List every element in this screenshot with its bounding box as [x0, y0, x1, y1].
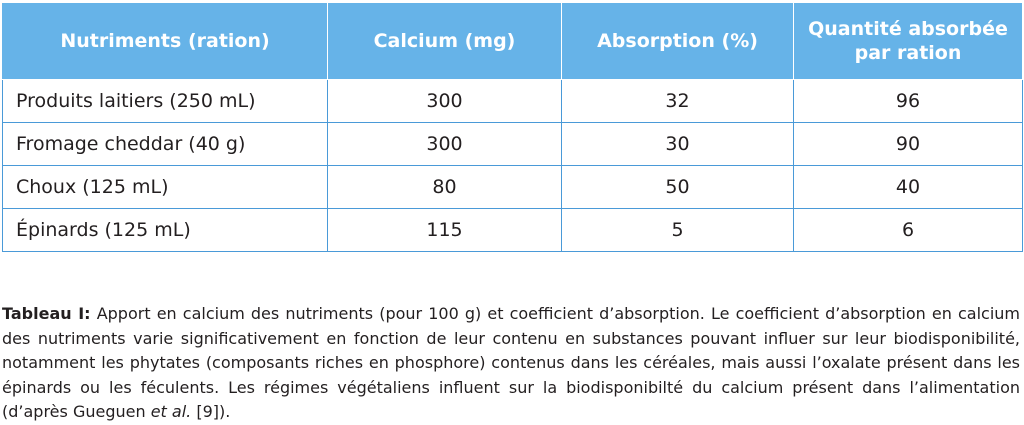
absorption-cell: 30	[562, 123, 794, 166]
header-cell: Nutriments (ration)	[3, 3, 328, 80]
absorbed-cell: 40	[794, 166, 1023, 209]
nutrient-cell: Choux (125 mL)	[3, 166, 328, 209]
caption-italic: et al.	[150, 402, 192, 421]
caption-text: Apport en calcium des nutriments (pour 100 g) et coefficient d’absorption. Le coefficient d’absorption en calcium des nutriments varie significativement en fonction de leur contenu en substances pouvant influer sur leur biodisponibilité, notamment les phytates (composants riches en phosphore) contenus dans les céréales, mais aussi l’oxalate présent dans les épinards ou les féculents. Les régimes végétaliens influent sur la biodisponibilté du calcium présent dans l’alimentation (d’après Gueguen	[2, 304, 1021, 421]
calcium-cell: 80	[328, 166, 562, 209]
nutrient-cell: Épinards (125 mL)	[3, 209, 328, 252]
absorption-cell: 5	[562, 209, 794, 252]
table-row	[3, 123, 1023, 166]
caption-lead: Tableau I:	[2, 304, 91, 323]
calcium-cell: 300	[328, 123, 562, 166]
table-row	[3, 80, 1023, 123]
absorption-cell: 32	[562, 80, 794, 123]
absorbed-cell: 6	[794, 209, 1023, 252]
absorption-cell: 50	[562, 166, 794, 209]
absorbed-cell: 90	[794, 123, 1023, 166]
nutrient-cell: Fromage cheddar (40 g)	[3, 123, 328, 166]
table-row	[3, 166, 1023, 209]
calcium-cell: 300	[328, 80, 562, 123]
header-cell: Quantité absorbée par ration	[794, 3, 1023, 80]
header-cell: Calcium (mg)	[328, 3, 562, 80]
table-row	[3, 209, 1023, 252]
nutrient-cell: Produits laitiers (250 mL)	[3, 80, 328, 123]
table-header	[3, 3, 1023, 80]
calcium-cell: 115	[328, 209, 562, 252]
header-cell: Absorption (%)	[562, 3, 794, 80]
table-caption	[2, 302, 1020, 425]
caption-end: [9]).	[196, 402, 231, 421]
calcium-table	[2, 2, 1023, 252]
absorbed-cell: 96	[794, 80, 1023, 123]
